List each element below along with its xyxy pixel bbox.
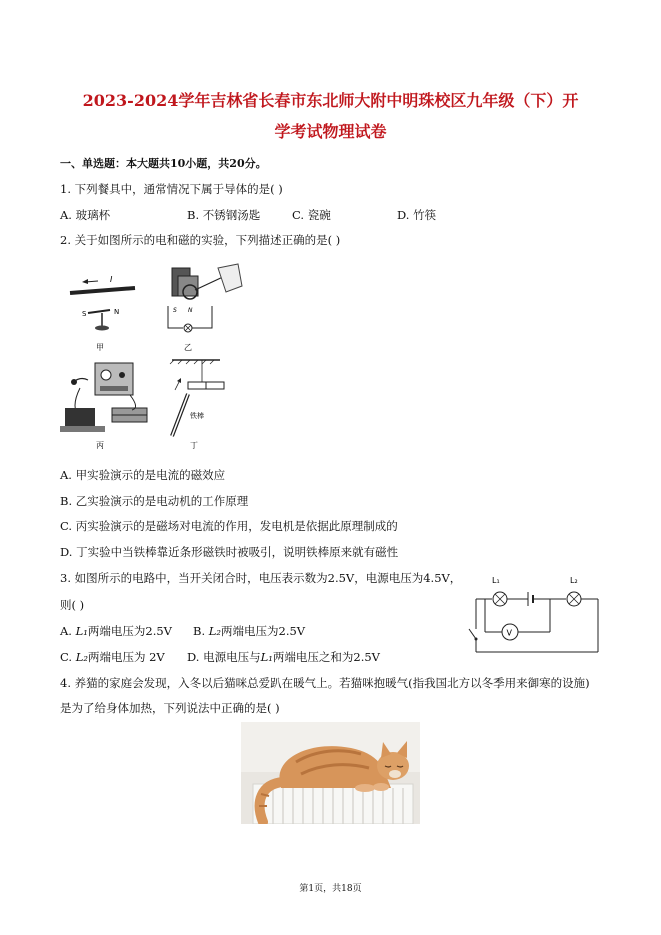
switch <box>469 629 476 639</box>
exam-title-line2: 学考试物理试卷 <box>274 122 387 141</box>
label-tiebang: 铁棒 <box>190 412 204 420</box>
lamp-l1-label: L₁ <box>492 576 500 585</box>
label-jia: 甲 <box>96 343 104 352</box>
experiment-figure <box>60 258 250 458</box>
question-2-option-c: C. 丙实验演示的是磁场对电流的作用，发电机是依据此原理制成的 <box>60 519 398 533</box>
compass-n-label: N <box>114 308 120 316</box>
circuit-diagram <box>462 572 607 657</box>
question-2-option-a: A. 甲实验演示的是电流的磁效应 <box>60 468 226 482</box>
question-3-option-b: B. L₂两端电压为2.5V <box>193 624 306 638</box>
question-1-option-d: D. 竹筷 <box>397 208 437 222</box>
question-1-option-a: A. 玻璃杯 <box>60 208 111 222</box>
lamp-l2-label: L₂ <box>570 576 578 585</box>
svg-text:N: N <box>188 307 193 314</box>
question-4-stem-cont: 是为了给身体加热，下列说法中正确的是( ) <box>60 701 280 715</box>
page-footer: 第1页，共18页 <box>299 884 362 894</box>
experiment-ding <box>170 360 224 450</box>
question-3-option-a: A. L₁两端电压为2.5V <box>60 624 172 638</box>
current-label: I <box>110 275 113 284</box>
question-2-option-d: D. 丁实验中当铁棒靠近条形磁铁时被吸引，说明铁棒原来就有磁性 <box>60 545 399 559</box>
question-1-option-b: B. 不锈钢汤匙 <box>187 208 261 222</box>
question-1-option-c: C. 瓷碗 <box>292 208 331 222</box>
svg-text:S: S <box>173 307 177 314</box>
exam-title-line1: 2023-2024学年吉林省长春市东北师大附中明珠校区九年级（下）开 <box>82 91 579 110</box>
voltmeter-label: V <box>506 628 512 638</box>
label-ding: 丁 <box>190 441 198 450</box>
question-4-stem: 4. 养猫的家庭会发现，入冬以后猫咪总爱趴在暖气上。若猫咪抱暖气(指我国北方以冬季用来御寒的设施) <box>60 676 590 690</box>
label-yi: 乙 <box>184 343 192 352</box>
cat-on-radiator-photo <box>241 722 420 824</box>
question-3-stem-cont: 则( ) <box>60 598 85 612</box>
experiment-jia <box>70 275 135 352</box>
label-bing: 丙 <box>96 441 104 450</box>
question-3-stem: 3. 如图所示的电路中，当开关闭合时，电压表示数为2.5V，电源电压为4.5V， <box>60 571 462 585</box>
experiment-yi <box>168 264 242 352</box>
section-heading: 一、单选题：本大题共10小题，共20分。 <box>60 157 267 170</box>
compass-s-label: S <box>82 310 87 318</box>
question-1-stem: 1. 下列餐具中，通常情况下属于导体的是( ) <box>60 182 283 196</box>
question-3-option-d: D. 电源电压与L₁两端电压之和为2.5V <box>187 650 380 664</box>
question-2-option-b: B. 乙实验演示的是电动机的工作原理 <box>60 494 249 508</box>
question-3-option-c: C. L₂两端电压为 2V <box>60 650 165 664</box>
question-2-stem: 2. 关于如图所示的电和磁的实验，下列描述正确的是( ) <box>60 233 341 247</box>
experiment-bing <box>60 363 147 450</box>
